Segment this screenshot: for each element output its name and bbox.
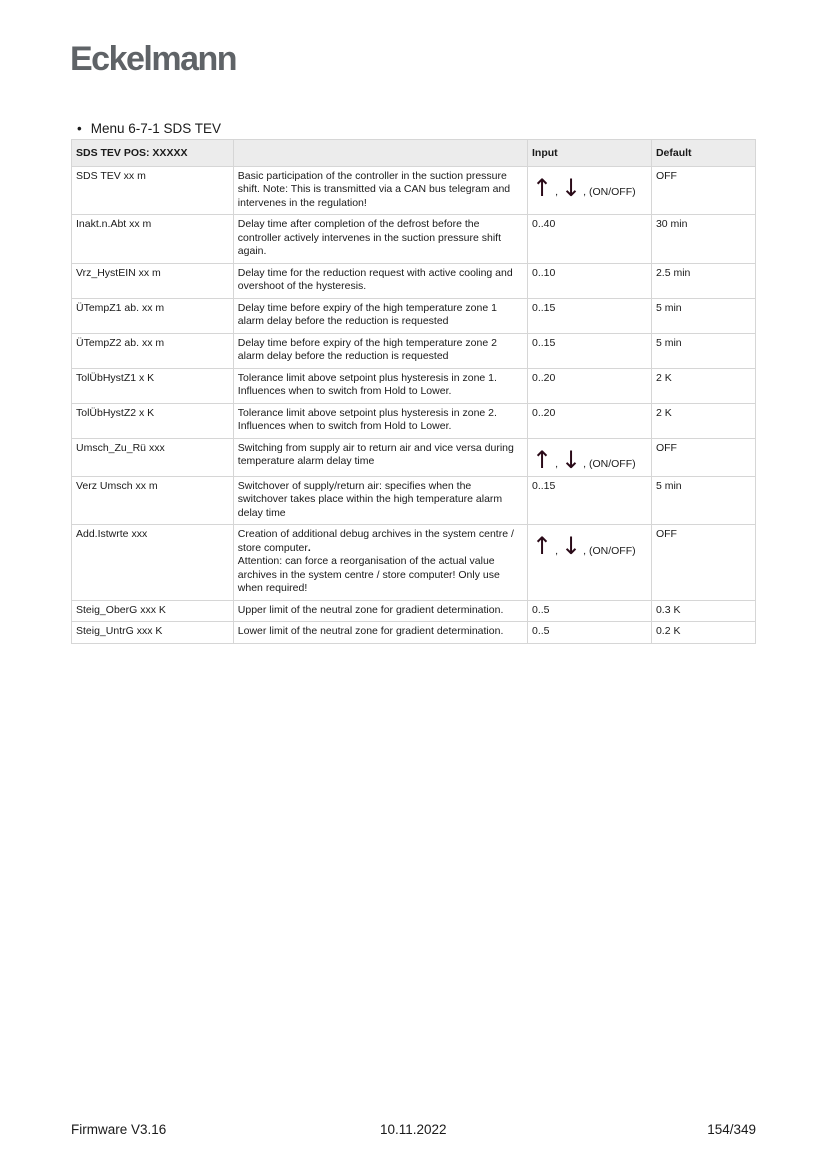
param-description: Delay time before expiry of the high temperature zone 1 alarm delay before the reduction is requested: [233, 298, 527, 333]
param-name: Steig_UntrG xxx K: [72, 622, 234, 644]
param-name: Umsch_Zu_Rü xxx: [72, 438, 234, 476]
table-row: [72, 525, 756, 601]
param-description: Lower limit of the neutral zone for gradient determination.: [233, 622, 527, 644]
param-input: 0..10: [527, 263, 651, 298]
arrow-down-icon: ↓: [561, 445, 582, 474]
arrow-separator: ,: [555, 458, 559, 470]
param-default: 2.5 min: [651, 263, 755, 298]
param-description: Upper limit of the neutral zone for gradient determination.: [233, 600, 527, 622]
param-default: 0.2 K: [651, 622, 755, 644]
param-input: [527, 438, 651, 476]
input-options: , (ON/OFF): [583, 458, 636, 470]
param-input: 0..15: [527, 298, 651, 333]
param-input: 0..20: [527, 368, 651, 403]
header-description: [233, 140, 527, 167]
section-heading: [77, 121, 221, 136]
header-input: Input: [527, 140, 651, 167]
param-name: Inakt.n.Abt xx m: [72, 215, 234, 264]
table-row: [72, 476, 756, 525]
param-description: Tolerance limit above setpoint plus hysteresis in zone 1. Influences when to switch from Hold to Lower.: [233, 368, 527, 403]
param-input: [527, 166, 651, 215]
arrow-up-icon: ↑: [531, 445, 553, 474]
param-input: 0..15: [527, 476, 651, 525]
description-line1: Creation of additional debug archives in the system centre / store computer: [237, 528, 514, 554]
footer-page-number: 154/349: [707, 1122, 756, 1137]
description-line2: Attention: can force a reorganisation of the actual value archives in the system centre / store computer! Only use when required!: [237, 555, 500, 594]
footer-date: 10.11.2022: [380, 1122, 447, 1137]
table-row: [72, 368, 756, 403]
param-description: Delay time for the reduction request with active cooling and overshoot of the hysteresis.: [233, 263, 527, 298]
table-header-row: [72, 140, 756, 167]
param-input: [527, 525, 651, 601]
bullet-icon: •: [77, 121, 82, 136]
input-options: , (ON/OFF): [583, 544, 636, 557]
param-input: 0..20: [527, 403, 651, 438]
param-default: OFF: [651, 438, 755, 476]
param-default: 2 K: [651, 368, 755, 403]
input-options: , (ON/OFF): [583, 186, 636, 198]
table-row: [72, 600, 756, 622]
table-row: [72, 298, 756, 333]
table-row: [72, 333, 756, 368]
param-name: Vrz_HystEIN xx m: [72, 263, 234, 298]
param-name: SDS TEV xx m: [72, 166, 234, 215]
eckelmann-logo: Eckelmann: [70, 40, 237, 78]
table-row: [72, 438, 756, 476]
param-name: ÜTempZ2 ab. xx m: [72, 333, 234, 368]
table-row: [72, 622, 756, 644]
arrow-up-icon: ↑: [531, 532, 553, 560]
param-name: Steig_OberG xxx K: [72, 600, 234, 622]
table-row: [72, 403, 756, 438]
param-description: Delay time after completion of the defrost before the controller actively intervenes in the suction pressure shift again.: [233, 215, 527, 264]
header-default: Default: [651, 140, 755, 167]
table-row: [72, 215, 756, 264]
section-title: Menu 6-7-1 SDS TEV: [90, 121, 222, 136]
header-name: SDS TEV POS: XXXXX: [72, 140, 234, 167]
parameter-table: [71, 139, 756, 644]
param-name: Verz Umsch xx m: [72, 476, 234, 525]
param-name: ÜTempZ1 ab. xx m: [72, 298, 234, 333]
param-description: Delay time before expiry of the high temperature zone 2 alarm delay before the reduction is requested: [233, 333, 527, 368]
param-input: 0..5: [527, 622, 651, 644]
param-default: 0.3 K: [651, 600, 755, 622]
description-line1-end: .: [307, 541, 311, 554]
arrow-down-icon: ↓: [561, 173, 582, 202]
param-default: 2 K: [651, 403, 755, 438]
param-description: Switchover of supply/return air: specifies when the switchover takes place within the high temperature alarm delay time: [233, 476, 527, 525]
param-name: TolÜbHystZ2 x K: [72, 403, 234, 438]
param-description: Switching from supply air to return air and vice versa during temperature alarm delay time: [233, 438, 527, 476]
param-default: 5 min: [651, 298, 755, 333]
param-description: Tolerance limit above setpoint plus hysteresis in zone 2. Influences when to switch from Hold to Lower.: [233, 403, 527, 438]
param-default: OFF: [651, 525, 755, 601]
param-name: Add.Istwrte xxx: [72, 525, 234, 601]
table-row: [72, 166, 756, 215]
param-input: 0..15: [527, 333, 651, 368]
footer-firmware: Firmware V3.16: [71, 1122, 167, 1137]
param-input: 0..40: [527, 215, 651, 264]
arrow-separator: ,: [555, 544, 559, 557]
param-description: [233, 525, 527, 601]
param-default: 30 min: [651, 215, 755, 264]
param-description: Basic participation of the controller in the suction pressure shift. Note: This is transmitted via a CAN bus telegram and intervenes in the regulation!: [233, 166, 527, 215]
param-input: 0..5: [527, 600, 651, 622]
arrow-separator: ,: [555, 186, 559, 198]
arrow-up-icon: ↑: [531, 173, 553, 202]
table-row: [72, 263, 756, 298]
arrow-down-icon: ↓: [561, 532, 582, 560]
param-default: 5 min: [651, 476, 755, 525]
param-default: 5 min: [651, 333, 755, 368]
param-default: OFF: [651, 166, 755, 215]
param-name: TolÜbHystZ1 x K: [72, 368, 234, 403]
